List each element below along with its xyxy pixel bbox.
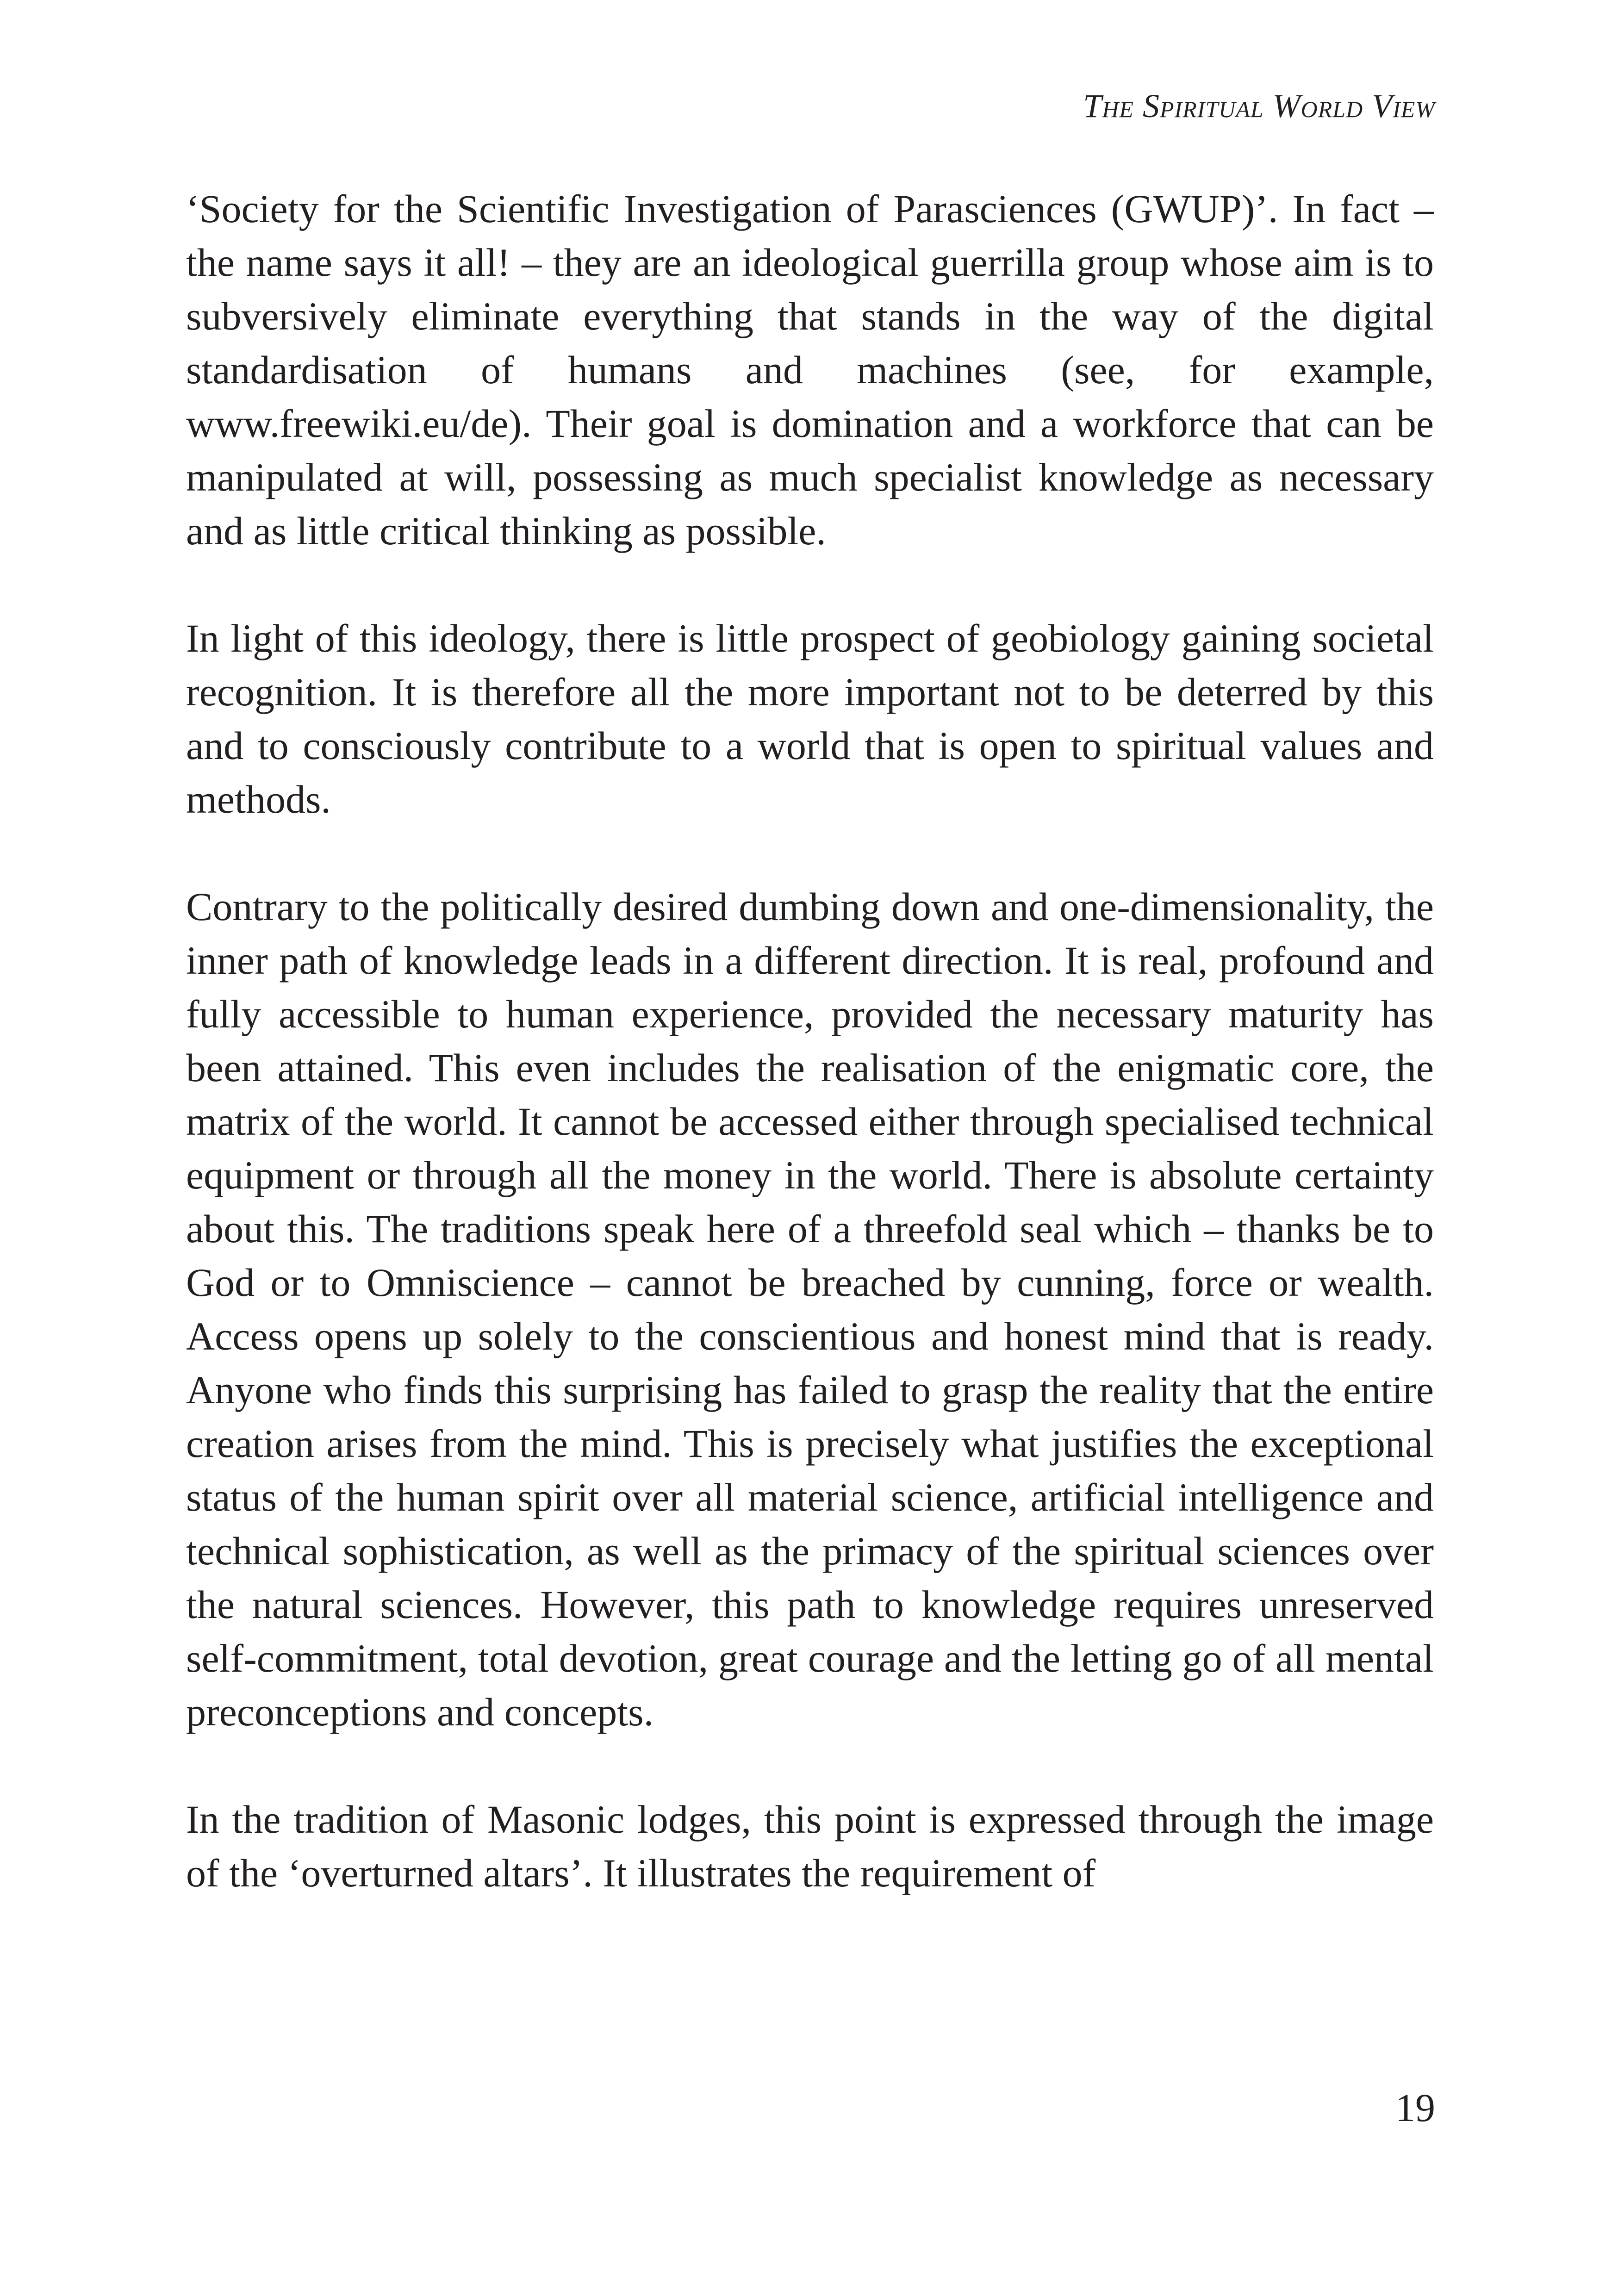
paragraph-4: In the tradition of Masonic lodges, this point is expressed through the image of the ‘overturned altars’. It illustrates the requirement of [186,1797,1434,1895]
running-head-title: The Spiritual World View [1083,87,1435,124]
page-number: 19 [1395,2085,1435,2130]
paragraph-3: Contrary to the politically desired dumbing down and one-dimensionality, the inner path of knowledge leads in a different direction. It is real, profound and fully accessible to human experience, provided the necessary maturity has been attained. This even includes the realisation of the enigmatic core, the matrix of the world. It cannot be accessed either through specialised technical equipment or through all the money in the world. There is absolute certainty about this. The traditions speak here of a threefold seal which – thanks be to God or to Omniscience – cannot be breached by cunning, force or wealth. Access opens up solely to the conscientious and honest mind that is ready. Anyone who finds this surprising has failed to grasp the reality that the entire creation arises from the mind. This is precisely what justifies the exceptional status of the human spirit over all material science, artificial intelligence and technical sophistication, as well as the primacy of the spiritual sciences over the natural sciences. However, this path to knowledge requires unreserved self-commitment, total devotion, great courage and the letting go of all mental preconceptions and concepts. [186,884,1434,1734]
body-text [186,182,1434,1900]
paragraph-2: In light of this ideology, there is little prospect of geobiology gaining societal recognition. It is therefore all the more important not to be deterred by this and to consciously contribute to a world that is open to spiritual values and methods. [186,616,1434,821]
paragraph-1: ‘Society for the Scientific Investigation of Parasciences (GWUP)’. In fact – the name says it all! – they are an ideological guerrilla group whose aim is to subversively eliminate everything that stands in the way of the digital standardisation of humans and machines (see, for example, www.freewiki.eu/de). Their goal is domination and a workforce that can be manipulated at will, possessing as much specialist knowledge as necessary and as little critical thinking as possible. [186,187,1434,553]
